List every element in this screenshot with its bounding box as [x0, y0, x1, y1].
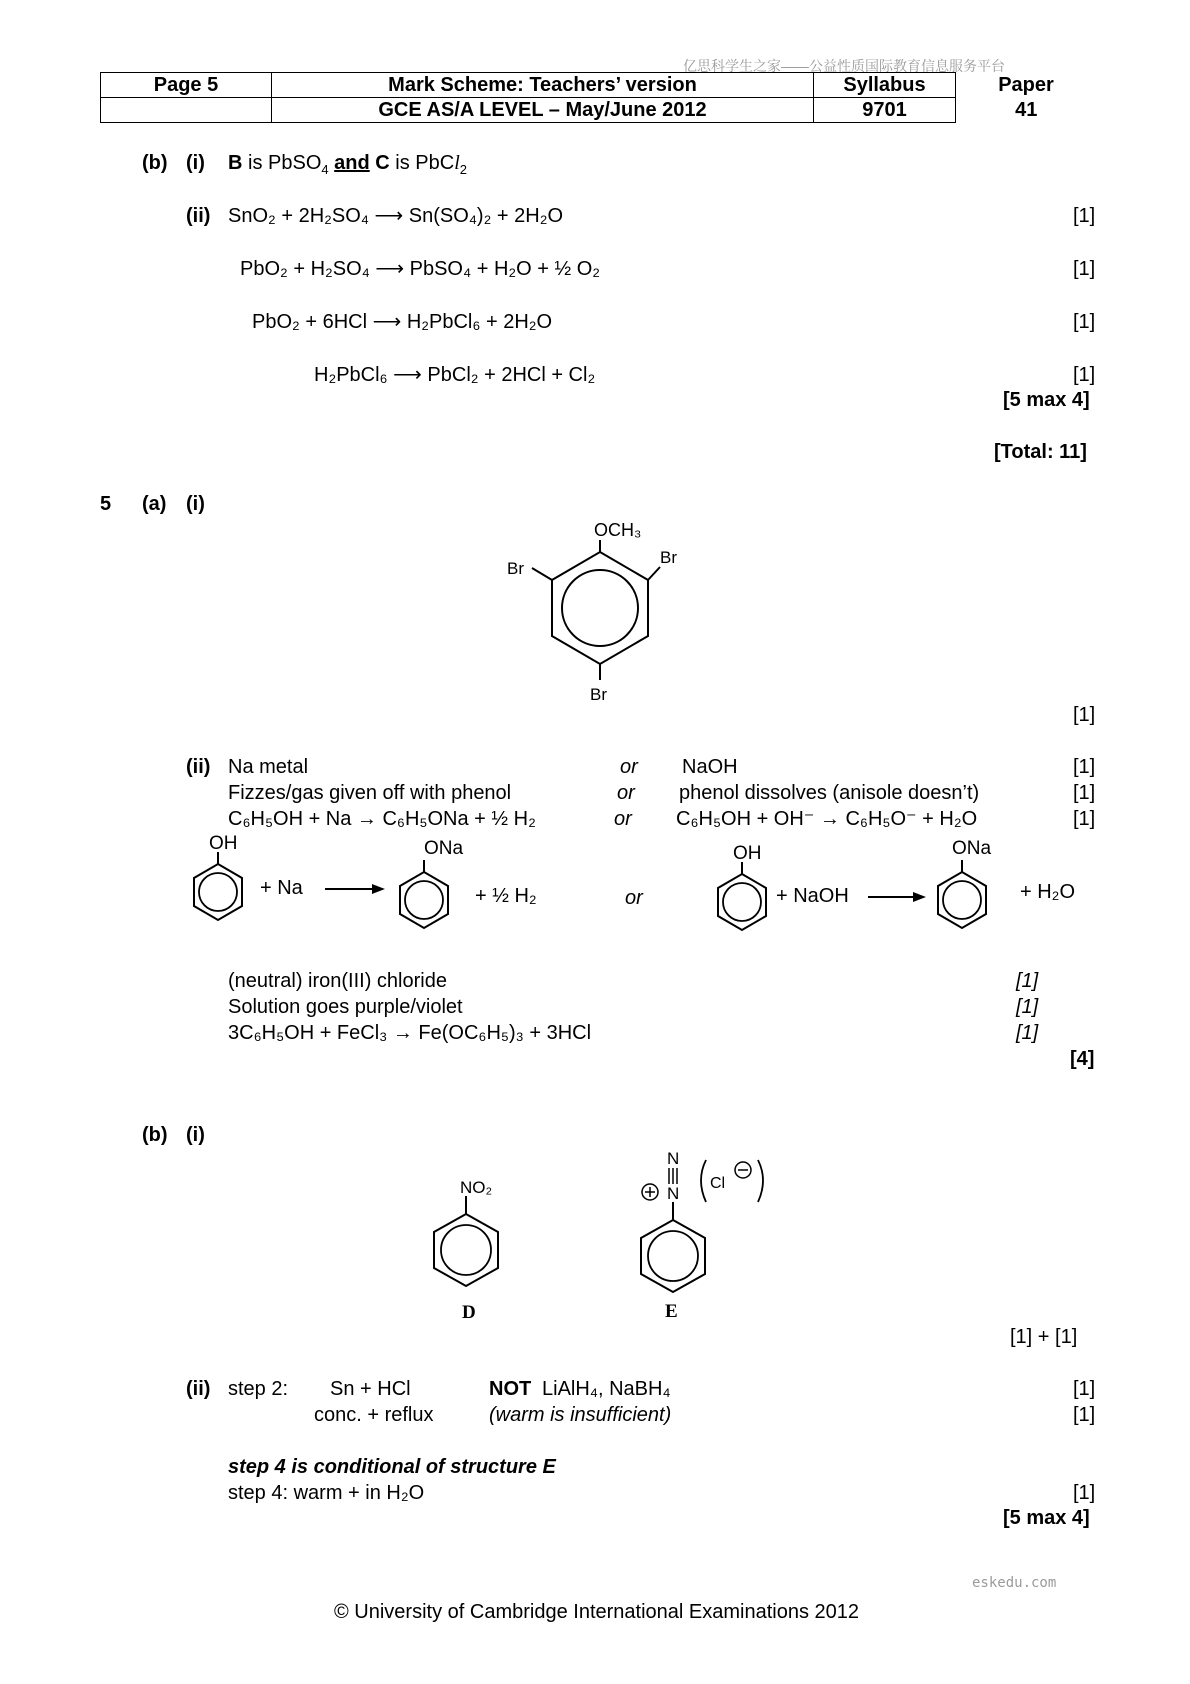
- watermark-bottom: eskedu.com: [972, 1575, 1057, 1591]
- och3-label: OCH₃: [594, 520, 642, 540]
- q5a-label: (a): [142, 493, 167, 515]
- plus-h2o: + H₂O: [1020, 881, 1075, 903]
- phenol-structure: [194, 833, 242, 920]
- fecl3-row2-mark: [1]: [1016, 996, 1039, 1018]
- diazo-n-lower: N: [667, 1184, 680, 1203]
- q4b-eq3: PbO₂ + 6HCl ⟶ H₂PbCl₆ + 2H₂O: [252, 311, 553, 333]
- q4-total: [Total: 11]: [994, 441, 1087, 463]
- aii-row1-or: or: [620, 756, 638, 778]
- fecl3-row1-mark: [1]: [1016, 970, 1039, 992]
- aii-row2-right: phenol dissolves (anisole doesn’t): [679, 782, 980, 804]
- step4-text: step 4: warm + in H₂O: [228, 1482, 425, 1504]
- aii-row3-right: C₆H₅OH + OH⁻ → C₆H₅O⁻ + H₂O: [676, 808, 978, 830]
- oh-label-2: OH: [733, 843, 762, 864]
- step2-conditions: conc. + reflux: [314, 1404, 434, 1426]
- syllabus-code: 9701: [814, 98, 956, 123]
- aii-row3-left: C₆H₅OH + Na → C₆H₅ONa + ½ H₂: [228, 808, 536, 830]
- q5bi-label: (i): [186, 1124, 205, 1146]
- header-title1: Mark Scheme: Teachers’ version: [272, 73, 814, 98]
- phenol-reaction-scheme: [180, 830, 1100, 940]
- not-label: NOT: [489, 1378, 532, 1400]
- aii-row1-mark: [1]: [1073, 756, 1096, 778]
- q5ai-label: (i): [186, 493, 205, 515]
- q4bi-label: (i): [186, 152, 205, 174]
- br-label-left: Br: [507, 559, 524, 578]
- scheme-or: or: [625, 887, 643, 909]
- ona-label: ONa: [424, 838, 464, 859]
- q5b-max: [5 max 4]: [1003, 1507, 1090, 1529]
- cl-ion-label: Cl: [710, 1175, 726, 1192]
- tribromoanisole-structure: [490, 510, 730, 710]
- fecl3-row3: 3C₆H₅OH + FeCl₃ → Fe(OC₆H₅)₃ + 3HCl: [228, 1022, 592, 1044]
- fecl3-row3-mark: [1]: [1016, 1022, 1039, 1044]
- q4b-eq4-mark: [1]: [1073, 364, 1096, 386]
- aii-row3-or: or: [614, 808, 632, 830]
- label-e: E: [665, 1301, 678, 1322]
- watermark-top: 亿思科学生之家——公益性质国际教育信息服务平台: [683, 58, 1005, 74]
- q4b-eq1-mark: [1]: [1073, 205, 1096, 227]
- q4bi-answer: B is PbSO$_4$ and C is PbCl$_2$: [228, 152, 468, 177]
- aii-row2-or: or: [617, 782, 635, 804]
- aii-row3-mark: [1]: [1073, 808, 1096, 830]
- structures-d-e: [420, 1140, 790, 1340]
- step2-mark1: [1]: [1073, 1378, 1096, 1400]
- syllabus-label: Syllabus: [814, 73, 956, 98]
- header-table: [100, 72, 1097, 123]
- diazonium-structure-e: [641, 1149, 763, 1322]
- q5aii-label: (ii): [186, 756, 211, 778]
- paper-label: Paper: [998, 74, 1054, 96]
- aii-row2-left: Fizzes/gas given off with phenol: [228, 782, 512, 804]
- q4b-eq3-mark: [1]: [1073, 311, 1096, 333]
- q4b-eq4: H₂PbCl₆ ⟶ PbCl₂ + 2HCl + Cl₂: [314, 364, 596, 386]
- label-d: D: [462, 1302, 476, 1323]
- page-number: Page 5: [101, 73, 272, 98]
- header-title2: GCE AS/A LEVEL – May/June 2012: [272, 98, 814, 123]
- phenol-structure-2: [718, 843, 766, 930]
- fecl3-row2: Solution goes purple/violet: [228, 996, 463, 1018]
- fecl3-row1: (neutral) iron(III) chloride: [228, 970, 447, 992]
- q4b-eq1: SnO₂ + 2H₂SO₄ ⟶ Sn(SO₄)₂ + 2H₂O: [228, 205, 564, 227]
- aii-row1-left: Na metal: [228, 756, 309, 778]
- q5bi-marks: [1] + [1]: [1010, 1326, 1078, 1348]
- step4-mark: [1]: [1073, 1482, 1096, 1504]
- aii-row2-mark: [1]: [1073, 782, 1096, 804]
- half-h2: + ½ H₂: [475, 885, 537, 907]
- q5bii-label: (ii): [186, 1378, 211, 1400]
- not-reagents: LiAlH₄, NaBH₄: [542, 1378, 671, 1400]
- q4b-label: (b): [142, 152, 168, 174]
- ona-label-2: ONa: [952, 838, 992, 859]
- conditional-note: step 4 is conditional of structure E: [228, 1456, 556, 1478]
- q5b-label: (b): [142, 1124, 168, 1146]
- nitrobenzene-structure-d: [434, 1178, 498, 1323]
- q4b-eq2-mark: [1]: [1073, 258, 1096, 280]
- header-empty-cell: [101, 98, 272, 123]
- warm-note: (warm is insufficient): [489, 1404, 672, 1426]
- q5-number: 5: [100, 493, 112, 515]
- diazo-n-upper: N: [667, 1149, 680, 1168]
- br-label-right: Br: [660, 548, 677, 567]
- q5ai-mark: [1]: [1073, 704, 1096, 726]
- step2-reagent: Sn + HCl: [330, 1378, 411, 1400]
- oh-label: OH: [209, 833, 238, 854]
- q4b-eq2: PbO₂ + H₂SO₄ ⟶ PbSO₄ + H₂O + ½ O₂: [240, 258, 601, 280]
- aii-row1-right: NaOH: [682, 756, 738, 778]
- sodium-phenoxide-structure-2: [938, 838, 992, 928]
- step2-label: step 2:: [228, 1378, 289, 1400]
- br-label-bottom: Br: [590, 685, 607, 704]
- step2-mark2: [1]: [1073, 1404, 1096, 1426]
- sodium-phenoxide-structure: [400, 838, 464, 928]
- plus-naoh: + NaOH: [776, 885, 849, 907]
- q5a-total: [4]: [1070, 1048, 1095, 1070]
- footer-copyright: © University of Cambridge International Examinations 2012: [334, 1601, 859, 1623]
- paper-number: 41: [1015, 99, 1038, 121]
- q4bii-label: (ii): [186, 205, 211, 227]
- q4b-max: [5 max 4]: [1003, 389, 1090, 411]
- plus-na: + Na: [260, 877, 303, 899]
- no2-label: NO₂: [460, 1178, 493, 1197]
